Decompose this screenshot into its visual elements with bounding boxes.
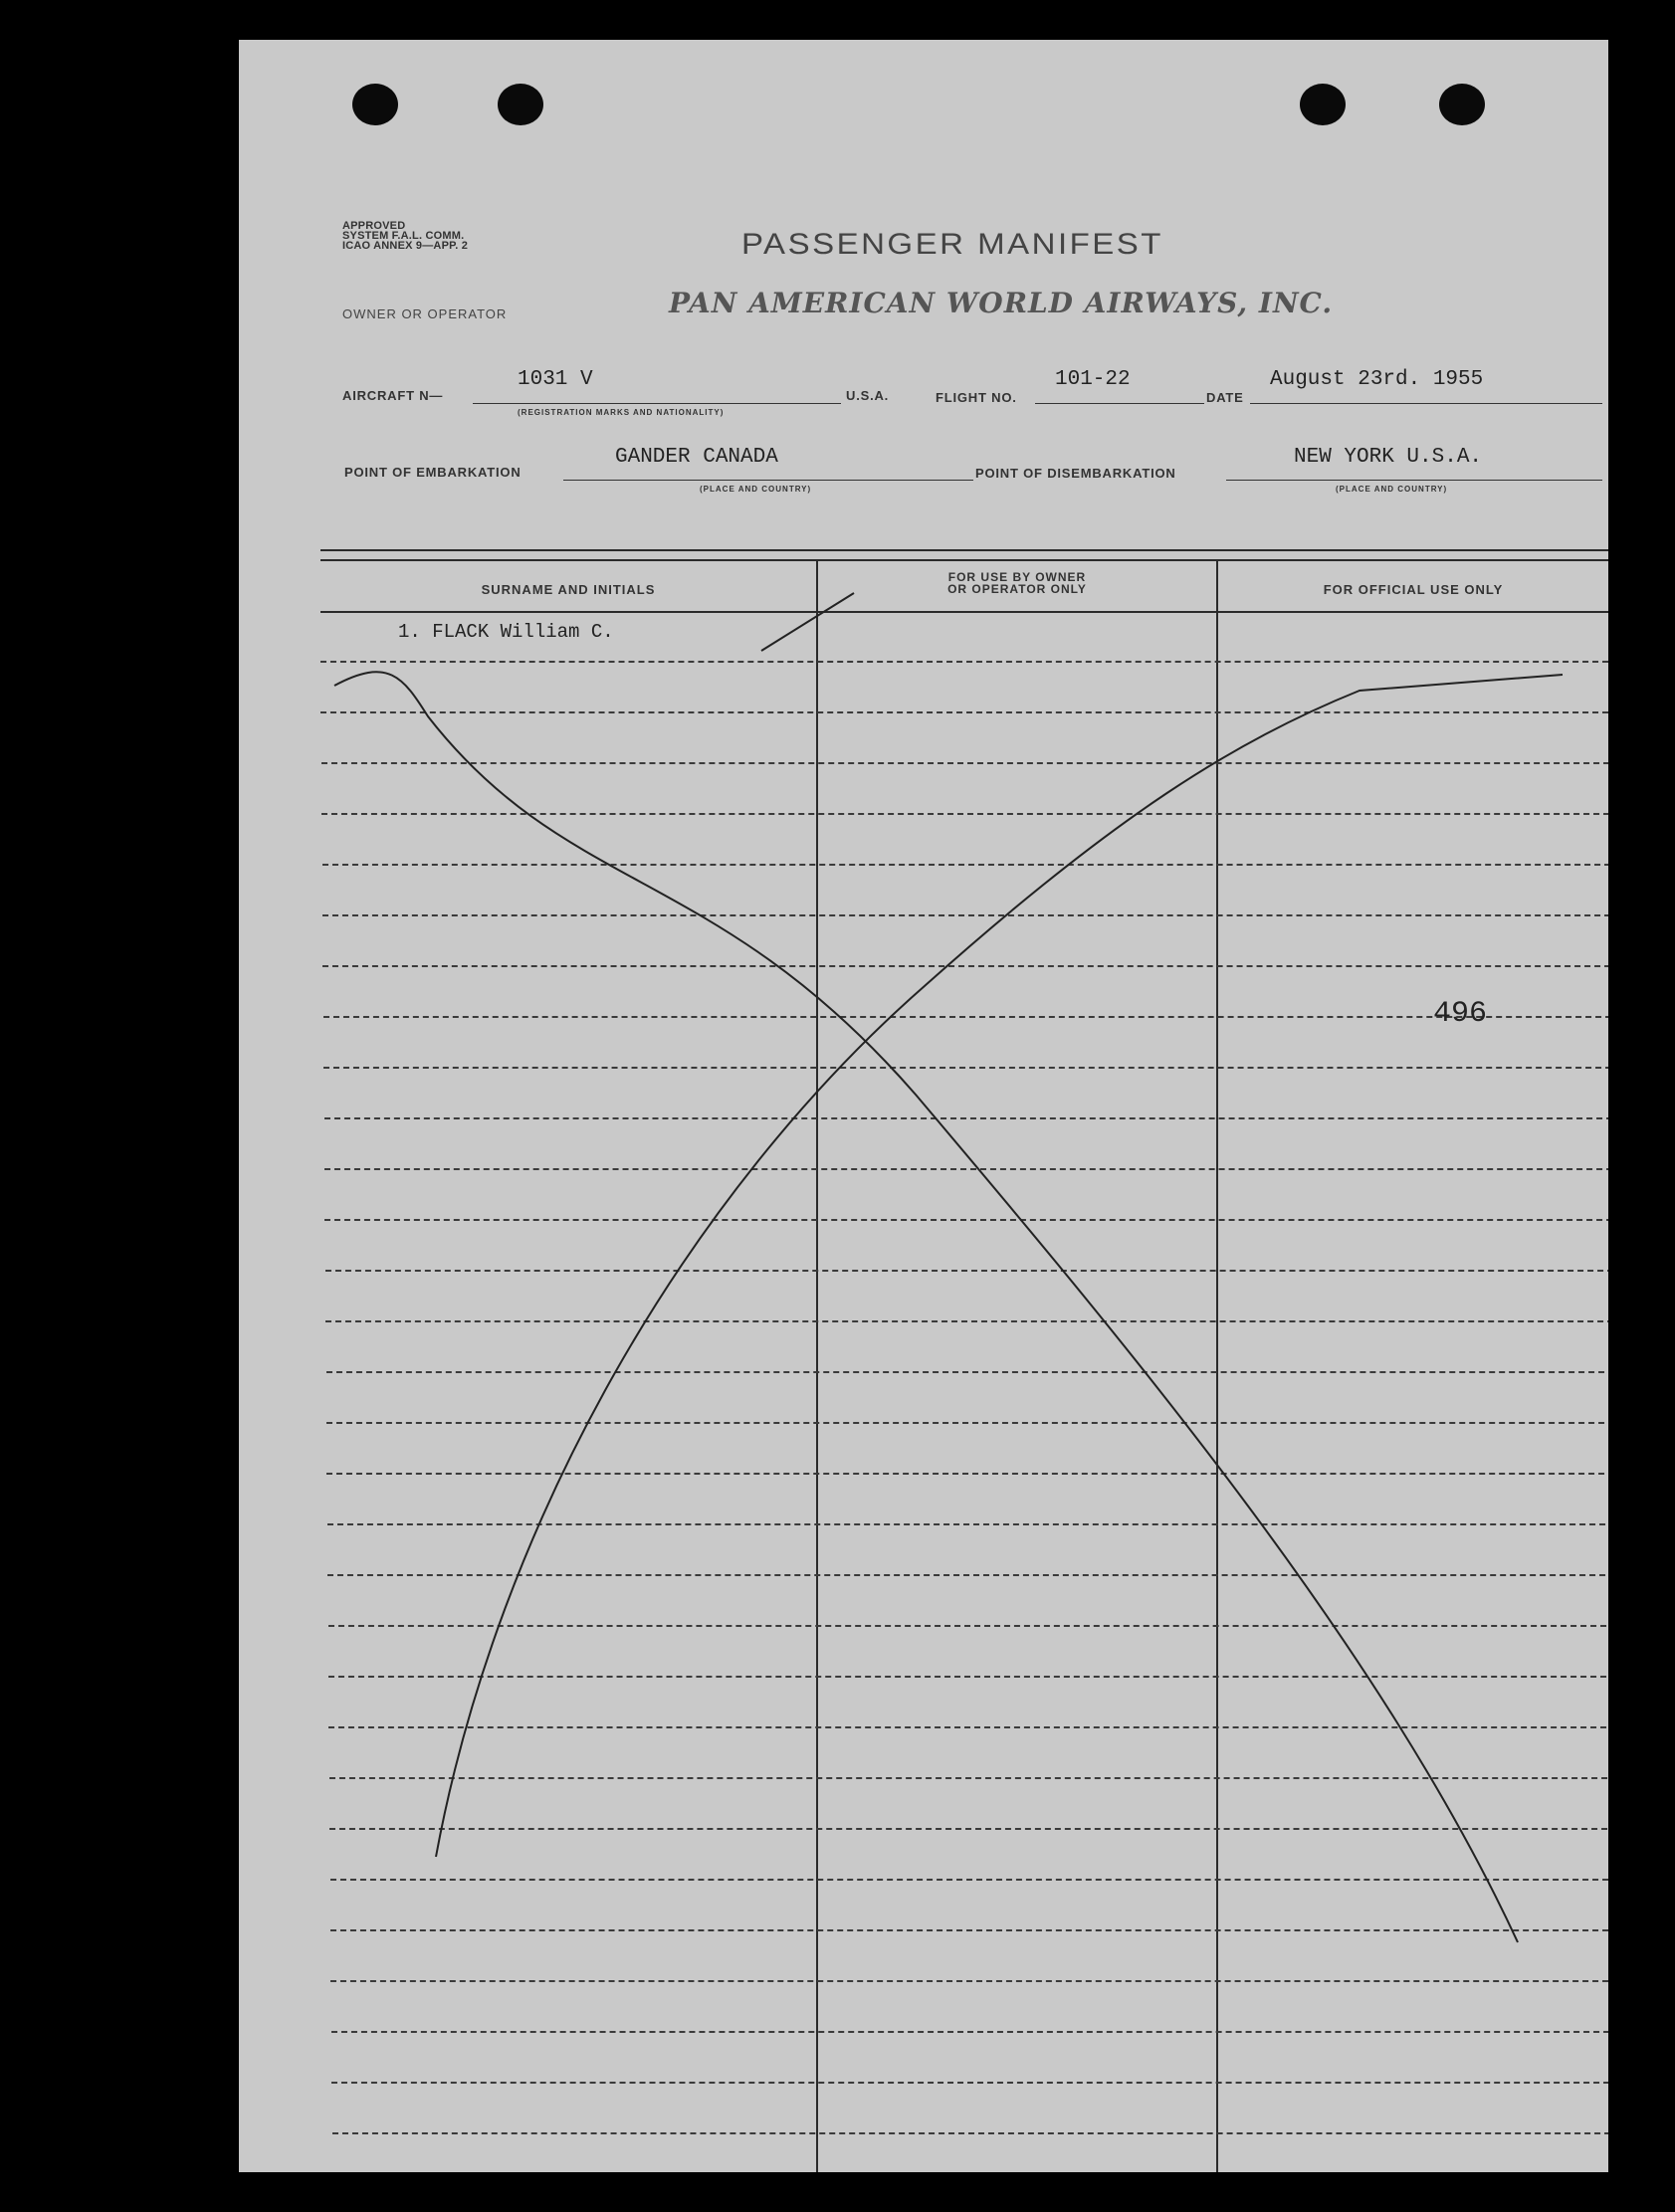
stamp-number: 496 <box>1433 997 1488 1031</box>
approval-note: APPROVED SYSTEM F.A.L. COMM. ICAO ANNEX 9—APP. 2 <box>342 220 469 252</box>
aircraft-sub: (REGISTRATION MARKS AND NATIONALITY) <box>518 408 725 417</box>
disembark-value: NEW YORK U.S.A. <box>1294 446 1483 469</box>
embark-value: GANDER CANADA <box>615 446 778 469</box>
flight-label: FLIGHT NO. <box>936 390 1017 405</box>
col-header-surname: SURNAME AND INITIALS <box>481 582 656 597</box>
diagonal-strike-right <box>436 675 1563 1857</box>
flight-value: 101-22 <box>1055 368 1131 391</box>
date-value: August 23rd. 1955 <box>1270 368 1484 391</box>
aircraft-value: 1031 V <box>518 368 593 391</box>
aircraft-label: AIRCRAFT N— <box>342 388 444 403</box>
diagonal-strike-left <box>334 672 1518 1942</box>
usa-label: U.S.A. <box>846 388 890 403</box>
col-header-official: FOR OFFICIAL USE ONLY <box>1323 582 1504 597</box>
disembark-sub: (PLACE AND COUNTRY) <box>1336 485 1448 494</box>
owner-value: PAN AMERICAN WORLD AIRWAYS, INC. <box>669 287 1334 319</box>
date-label: DATE <box>1206 390 1244 405</box>
disembark-label: POINT OF DISEMBARKATION <box>975 466 1176 481</box>
table-row: 1. FLACK William C. <box>398 621 614 643</box>
owner-label: OWNER OR OPERATOR <box>342 306 508 321</box>
manifest-page <box>239 40 1608 2172</box>
col-header-operator: FOR USE BY OWNER OR OPERATOR ONLY <box>947 570 1087 596</box>
row-tick-mark <box>761 593 854 651</box>
page-title: PASSENGER MANIFEST <box>741 227 1163 261</box>
cross-out-marks <box>239 40 1608 2172</box>
embark-label: POINT OF EMBARKATION <box>344 465 522 480</box>
embark-sub: (PLACE AND COUNTRY) <box>700 485 812 494</box>
